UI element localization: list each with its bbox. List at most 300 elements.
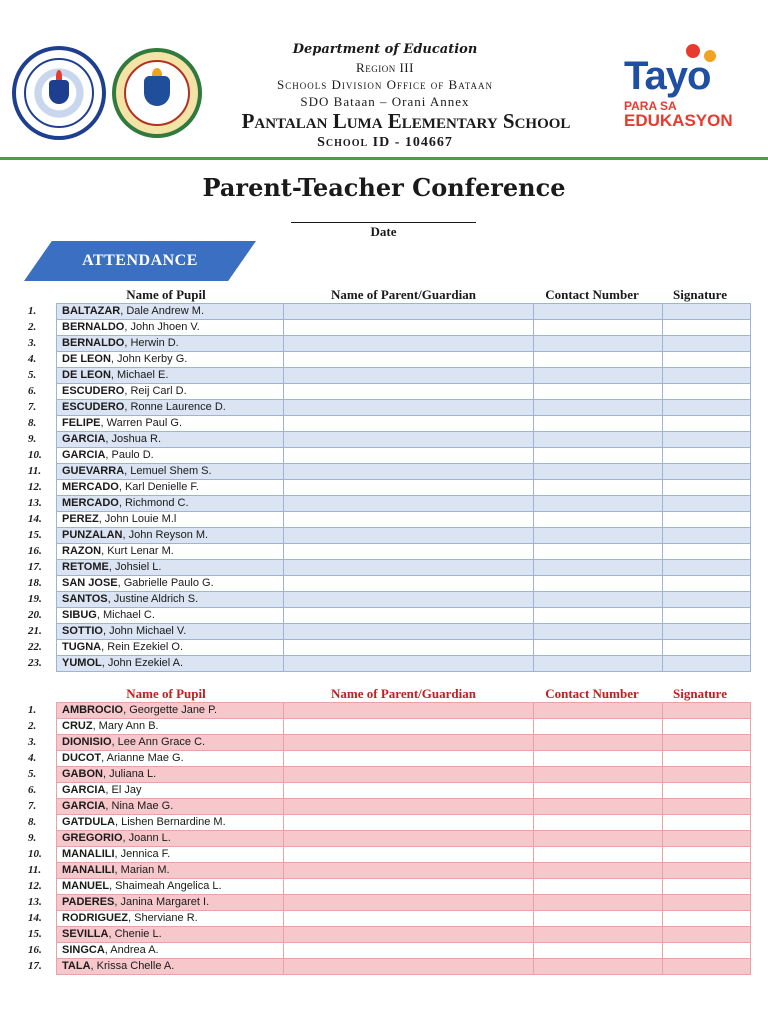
- row-number: 23.: [28, 657, 42, 669]
- row-number: 14.: [28, 912, 42, 924]
- pupil-last-name: CRUZ: [62, 720, 93, 732]
- pupil-last-name: GARCIA: [62, 800, 106, 812]
- signature-cell[interactable]: [663, 400, 751, 416]
- pupil-first-name: , Justine Aldrich S.: [107, 593, 199, 605]
- contact-number-cell[interactable]: [534, 368, 663, 384]
- pupil-name-cell: [57, 767, 284, 783]
- pupil-name-cell: [57, 320, 284, 336]
- table-row: [24, 783, 751, 799]
- signature-cell[interactable]: [663, 528, 751, 544]
- table-row: [24, 304, 751, 320]
- row-number: 4.: [28, 353, 37, 365]
- signature-cell[interactable]: [663, 847, 751, 863]
- parent-name-cell[interactable]: [284, 783, 534, 799]
- signature-cell[interactable]: [663, 799, 751, 815]
- contact-number-cell[interactable]: [534, 735, 663, 751]
- table-row: [24, 464, 751, 480]
- table-row: [24, 847, 751, 863]
- pupil-last-name: GUEVARRA: [62, 465, 125, 477]
- signature-cell[interactable]: [663, 432, 751, 448]
- signature-cell[interactable]: [663, 464, 751, 480]
- contact-number-cell[interactable]: [534, 911, 663, 927]
- col-header-contact-2: Contact Number: [545, 686, 639, 701]
- pupil-name-cell: [57, 624, 284, 640]
- pupil-last-name: RAZON: [62, 545, 102, 557]
- signature-cell[interactable]: [663, 943, 751, 959]
- row-number: 22.: [28, 641, 42, 653]
- pupil-name-cell: [57, 528, 284, 544]
- signature-cell[interactable]: [663, 927, 751, 943]
- pupil-name-cell: [57, 943, 284, 959]
- parent-name-cell[interactable]: [284, 320, 534, 336]
- table-row: [24, 815, 751, 831]
- division-name: Schools Division Office of Bataan: [277, 77, 493, 92]
- table-row: [24, 320, 751, 336]
- table-row: [24, 448, 751, 464]
- table-row: [24, 895, 751, 911]
- row-number: 16.: [28, 545, 42, 557]
- pupil-last-name: TALA: [62, 960, 91, 972]
- parent-name-cell[interactable]: [284, 464, 534, 480]
- parent-name-cell[interactable]: [284, 560, 534, 576]
- signature-cell[interactable]: [663, 815, 751, 831]
- parent-name-cell[interactable]: [284, 496, 534, 512]
- pupil-first-name: , Krissa Chelle A.: [90, 960, 175, 972]
- pupil-first-name: , Paulo D.: [105, 449, 154, 461]
- pupil-last-name: YUMOL: [62, 657, 102, 669]
- contact-number-cell[interactable]: [534, 831, 663, 847]
- pupil-first-name: , John Ezekiel A.: [101, 657, 184, 669]
- table-row: [24, 911, 751, 927]
- pupil-last-name: RETOME: [62, 561, 109, 573]
- parent-name-cell[interactable]: [284, 656, 534, 672]
- contact-number-cell[interactable]: [534, 927, 663, 943]
- row-number: 16.: [28, 944, 42, 956]
- contact-number-cell[interactable]: [534, 879, 663, 895]
- pupil-last-name: MANUEL: [62, 880, 110, 892]
- contact-number-cell[interactable]: [534, 799, 663, 815]
- contact-number-cell[interactable]: [534, 512, 663, 528]
- contact-number-cell[interactable]: [534, 959, 663, 975]
- parent-name-cell[interactable]: [284, 448, 534, 464]
- table-row: [24, 416, 751, 432]
- contact-number-cell[interactable]: [534, 432, 663, 448]
- table-row: [24, 560, 751, 576]
- signature-cell[interactable]: [663, 480, 751, 496]
- col-header-signature: Signature: [673, 287, 727, 302]
- parent-name-cell[interactable]: [284, 592, 534, 608]
- contact-number-cell[interactable]: [534, 416, 663, 432]
- pupil-first-name: , Joann L.: [122, 832, 171, 844]
- tayo-para: PARA SA: [624, 99, 677, 113]
- pupil-first-name: , Gabrielle Paulo G.: [117, 577, 214, 589]
- table-row: [24, 719, 751, 735]
- table-row: [24, 608, 751, 624]
- contact-number-cell[interactable]: [534, 783, 663, 799]
- row-number: 6.: [28, 385, 37, 397]
- pupil-last-name: SANTOS: [62, 593, 108, 605]
- parent-name-cell[interactable]: [284, 799, 534, 815]
- row-number: 7.: [28, 401, 37, 413]
- tayo-edukasyon-logo: [618, 44, 748, 134]
- pupil-name-cell: [57, 959, 284, 975]
- pupil-name-cell: [57, 304, 284, 320]
- table-row: [24, 656, 751, 672]
- pupil-first-name: , Chenie L.: [108, 928, 162, 940]
- row-number: 17.: [28, 960, 42, 972]
- pupil-last-name: GATDULA: [62, 816, 115, 828]
- pupil-last-name: GARCIA: [62, 784, 106, 796]
- header-divider: [0, 157, 768, 160]
- pupil-first-name: , Lishen Bernardine M.: [114, 816, 226, 828]
- pupil-last-name: GREGORIO: [62, 832, 123, 844]
- row-number: 7.: [28, 800, 37, 812]
- pupil-last-name: SIBUG: [62, 609, 97, 621]
- pupil-first-name: , Arianne Mae G.: [101, 752, 184, 764]
- pupil-first-name: , Marian M.: [114, 864, 170, 876]
- pupil-name-cell: [57, 703, 284, 719]
- col-header-pupil-2: Name of Pupil: [126, 686, 206, 701]
- pupil-first-name: , Richmond C.: [118, 497, 189, 509]
- col-header-contact: Contact Number: [545, 287, 639, 302]
- pupil-first-name: , Michael E.: [110, 369, 169, 381]
- pupil-first-name: , Kurt Lenar M.: [101, 545, 174, 557]
- table-row: [24, 496, 751, 512]
- parent-name-cell[interactable]: [284, 480, 534, 496]
- pupil-first-name: , John Jhoen V.: [124, 321, 200, 333]
- contact-number-cell[interactable]: [534, 703, 663, 719]
- parent-name-cell[interactable]: [284, 719, 534, 735]
- pupil-last-name: DUCOT: [62, 752, 102, 764]
- pupil-name-cell: [57, 496, 284, 512]
- signature-cell[interactable]: [663, 592, 751, 608]
- signature-cell[interactable]: [663, 656, 751, 672]
- table-row: [24, 400, 751, 416]
- row-number: 18.: [28, 577, 42, 589]
- pupil-last-name: RODRIGUEZ: [62, 912, 128, 924]
- pupil-name-cell: [57, 847, 284, 863]
- pupil-last-name: MANALILI: [62, 864, 115, 876]
- parent-name-cell[interactable]: [284, 528, 534, 544]
- pupil-first-name: , John Michael V.: [102, 625, 187, 637]
- contact-number-cell[interactable]: [534, 656, 663, 672]
- signature-cell[interactable]: [663, 735, 751, 751]
- parent-name-cell[interactable]: [284, 767, 534, 783]
- pupil-first-name: , Rein Ezekiel O.: [101, 641, 184, 653]
- signature-cell[interactable]: [663, 719, 751, 735]
- pupil-last-name: GARCIA: [62, 449, 106, 461]
- contact-number-cell[interactable]: [534, 624, 663, 640]
- pupil-name-cell: [57, 911, 284, 927]
- parent-name-cell[interactable]: [284, 336, 534, 352]
- deped-seal-logo: [12, 46, 106, 140]
- parent-name-cell[interactable]: [284, 879, 534, 895]
- contact-number-cell[interactable]: [534, 544, 663, 560]
- sdo-name: SDO Bataan – Orani Annex: [300, 94, 470, 109]
- pupil-name-cell: [57, 336, 284, 352]
- contact-number-cell[interactable]: [534, 528, 663, 544]
- signature-cell[interactable]: [663, 368, 751, 384]
- contact-number-cell[interactable]: [534, 767, 663, 783]
- signature-cell[interactable]: [663, 911, 751, 927]
- table-row: [24, 703, 751, 719]
- parent-name-cell[interactable]: [284, 831, 534, 847]
- pupil-last-name: ESCUDERO: [62, 401, 125, 413]
- pupil-last-name: DIONISIO: [62, 736, 112, 748]
- parent-name-cell[interactable]: [284, 512, 534, 528]
- parent-name-cell[interactable]: [284, 400, 534, 416]
- signature-cell[interactable]: [663, 831, 751, 847]
- date-field-line[interactable]: [291, 222, 476, 223]
- contact-number-cell[interactable]: [534, 815, 663, 831]
- contact-number-cell[interactable]: [534, 496, 663, 512]
- parent-name-cell[interactable]: [284, 608, 534, 624]
- table-row: [24, 480, 751, 496]
- signature-cell[interactable]: [663, 576, 751, 592]
- pupil-name-cell: [57, 608, 284, 624]
- pupil-name-cell: [57, 927, 284, 943]
- signature-cell[interactable]: [663, 767, 751, 783]
- parent-name-cell[interactable]: [284, 640, 534, 656]
- contact-number-cell[interactable]: [534, 719, 663, 735]
- row-number: 19.: [28, 593, 42, 605]
- parent-name-cell[interactable]: [284, 735, 534, 751]
- row-number: 15.: [28, 928, 42, 940]
- row-number: 10.: [28, 449, 42, 461]
- table-row: [24, 528, 751, 544]
- pupil-last-name: GARCIA: [62, 433, 106, 445]
- school-name: Pantalan Luma Elementary School: [241, 109, 571, 133]
- row-number: 20.: [28, 609, 42, 621]
- pupil-first-name: , John Reyson M.: [122, 529, 209, 541]
- signature-cell[interactable]: [663, 336, 751, 352]
- contact-number-cell[interactable]: [534, 863, 663, 879]
- table-row: [24, 352, 751, 368]
- school-seal-logo: [112, 48, 202, 138]
- contact-number-cell[interactable]: [534, 480, 663, 496]
- table-row: [24, 879, 751, 895]
- parent-name-cell[interactable]: [284, 815, 534, 831]
- pupil-first-name: , Warren Paul G.: [100, 417, 183, 429]
- signature-cell[interactable]: [663, 416, 751, 432]
- signature-cell[interactable]: [663, 751, 751, 767]
- contact-number-cell[interactable]: [534, 943, 663, 959]
- pupil-name-cell: [57, 719, 284, 735]
- contact-number-cell[interactable]: [534, 560, 663, 576]
- signature-cell[interactable]: [663, 384, 751, 400]
- pupil-last-name: MERCADO: [62, 497, 119, 509]
- contact-number-cell[interactable]: [534, 304, 663, 320]
- signature-cell[interactable]: [663, 608, 751, 624]
- parent-name-cell[interactable]: [284, 927, 534, 943]
- school-id: School ID - 104667: [317, 135, 453, 150]
- parent-name-cell[interactable]: [284, 432, 534, 448]
- pupil-name-cell: [57, 879, 284, 895]
- contact-number-cell[interactable]: [534, 895, 663, 911]
- pupil-first-name: , Shaimeah Angelica L.: [109, 880, 222, 892]
- signature-cell[interactable]: [663, 783, 751, 799]
- row-number: 8.: [28, 816, 37, 828]
- parent-name-cell[interactable]: [284, 911, 534, 927]
- table-row: [24, 336, 751, 352]
- department-name: Department of Education: [292, 42, 478, 57]
- pupil-name-cell: [57, 512, 284, 528]
- table-row: [24, 863, 751, 879]
- table-row: [24, 576, 751, 592]
- parent-name-cell[interactable]: [284, 895, 534, 911]
- table-row: [24, 927, 751, 943]
- pupil-last-name: SINGCA: [62, 944, 105, 956]
- pupil-name-cell: [57, 799, 284, 815]
- contact-number-cell[interactable]: [534, 448, 663, 464]
- contact-number-cell[interactable]: [534, 847, 663, 863]
- parent-name-cell[interactable]: [284, 368, 534, 384]
- pupil-name-cell: [57, 464, 284, 480]
- signature-cell[interactable]: [663, 895, 751, 911]
- signature-cell[interactable]: [663, 624, 751, 640]
- parent-name-cell[interactable]: [284, 304, 534, 320]
- pupil-last-name: BALTAZAR: [62, 305, 121, 317]
- pupil-first-name: , Lemuel Shem S.: [124, 465, 212, 477]
- row-number: 17.: [28, 561, 42, 573]
- pupil-name-cell: [57, 448, 284, 464]
- row-number: 3.: [28, 337, 37, 349]
- row-number: 10.: [28, 848, 42, 860]
- pupil-name-cell: [57, 815, 284, 831]
- signature-cell[interactable]: [663, 448, 751, 464]
- parent-name-cell[interactable]: [284, 959, 534, 975]
- pupil-last-name: FELIPE: [62, 417, 101, 429]
- contact-number-cell[interactable]: [534, 352, 663, 368]
- attendance-banner-label: ATTENDANCE: [82, 252, 198, 269]
- parent-name-cell[interactable]: [284, 863, 534, 879]
- pupil-name-cell: [57, 783, 284, 799]
- pupil-last-name: ESCUDERO: [62, 385, 125, 397]
- attendance-table-girls: [24, 702, 751, 975]
- deped-shield-icon: [49, 80, 69, 104]
- signature-cell[interactable]: [663, 879, 751, 895]
- signature-cell[interactable]: [663, 320, 751, 336]
- signature-cell[interactable]: [663, 703, 751, 719]
- contact-number-cell[interactable]: [534, 320, 663, 336]
- pupil-name-cell: [57, 560, 284, 576]
- parent-name-cell[interactable]: [284, 352, 534, 368]
- contact-number-cell[interactable]: [534, 464, 663, 480]
- row-number: 9.: [28, 832, 37, 844]
- row-number: 12.: [28, 880, 42, 892]
- pupil-name-cell: [57, 640, 284, 656]
- signature-cell[interactable]: [663, 496, 751, 512]
- tayo-edu: EDUKASYON: [624, 111, 733, 130]
- table-row: [24, 943, 751, 959]
- signature-cell[interactable]: [663, 304, 751, 320]
- contact-number-cell[interactable]: [534, 336, 663, 352]
- pupil-name-cell: [57, 432, 284, 448]
- signature-cell[interactable]: [663, 352, 751, 368]
- pupil-last-name: PADERES: [62, 896, 115, 908]
- contact-number-cell[interactable]: [534, 640, 663, 656]
- row-number: 9.: [28, 433, 37, 445]
- pupil-first-name: , John Kerby G.: [110, 353, 188, 365]
- pupil-first-name: , John Louie M.l: [98, 513, 177, 525]
- parent-name-cell[interactable]: [284, 751, 534, 767]
- parent-name-cell[interactable]: [284, 544, 534, 560]
- table-row: [24, 624, 751, 640]
- parent-name-cell[interactable]: [284, 416, 534, 432]
- pupil-first-name: , Nina Mae G.: [105, 800, 174, 812]
- contact-number-cell[interactable]: [534, 592, 663, 608]
- pupil-name-cell: [57, 480, 284, 496]
- parent-name-cell[interactable]: [284, 384, 534, 400]
- pupil-last-name: AMBROCIO: [62, 704, 124, 716]
- table-row: [24, 368, 751, 384]
- attendance-table-boys: [24, 303, 751, 672]
- region-name: Region III: [356, 60, 414, 75]
- pupil-last-name: GABON: [62, 768, 103, 780]
- table-row: [24, 831, 751, 847]
- row-number: 1.: [28, 305, 37, 317]
- pupil-first-name: , Karl Denielle F.: [118, 481, 199, 493]
- pupil-last-name: SEVILLA: [62, 928, 109, 940]
- pupil-name-cell: [57, 863, 284, 879]
- signature-cell[interactable]: [663, 560, 751, 576]
- pupil-last-name: DE LEON: [62, 369, 111, 381]
- row-number: 1.: [28, 704, 37, 716]
- signature-cell[interactable]: [663, 863, 751, 879]
- pupil-name-cell: [57, 895, 284, 911]
- pupil-name-cell: [57, 544, 284, 560]
- signature-cell[interactable]: [663, 512, 751, 528]
- contact-number-cell[interactable]: [534, 384, 663, 400]
- signature-cell[interactable]: [663, 640, 751, 656]
- row-number: 14.: [28, 513, 42, 525]
- parent-name-cell[interactable]: [284, 576, 534, 592]
- pupil-first-name: , Juliana L.: [102, 768, 157, 780]
- pupil-last-name: BERNALDO: [62, 321, 125, 333]
- col-header-parent-2: Name of Parent/Guardian: [331, 686, 476, 701]
- table-row: [24, 735, 751, 751]
- col-header-parent: Name of Parent/Guardian: [331, 287, 476, 302]
- signature-cell[interactable]: [663, 959, 751, 975]
- parent-name-cell[interactable]: [284, 703, 534, 719]
- col-header-pupil: Name of Pupil: [126, 287, 206, 302]
- school-shield-icon: [144, 76, 170, 106]
- parent-name-cell[interactable]: [284, 847, 534, 863]
- pupil-first-name: , Andrea A.: [104, 944, 159, 956]
- pupil-first-name: , Ronne Laurence D.: [124, 401, 226, 413]
- contact-number-cell[interactable]: [534, 608, 663, 624]
- row-number: 6.: [28, 784, 37, 796]
- pupil-first-name: , Lee Ann Grace C.: [111, 736, 206, 748]
- row-number: 5.: [28, 768, 37, 780]
- row-number: 11.: [28, 465, 42, 477]
- pupil-last-name: SOTTIO: [62, 625, 103, 637]
- parent-name-cell[interactable]: [284, 943, 534, 959]
- pupil-first-name: , Georgette Jane P.: [123, 704, 218, 716]
- signature-cell[interactable]: [663, 544, 751, 560]
- contact-number-cell[interactable]: [534, 751, 663, 767]
- row-number: 13.: [28, 497, 42, 509]
- row-number: 3.: [28, 736, 37, 748]
- parent-name-cell[interactable]: [284, 624, 534, 640]
- table-row: [24, 767, 751, 783]
- table-row: [24, 544, 751, 560]
- pupil-first-name: , Reij Carl D.: [124, 385, 187, 397]
- contact-number-cell[interactable]: [534, 576, 663, 592]
- pupil-first-name: , Herwin D.: [124, 337, 179, 349]
- contact-number-cell[interactable]: [534, 400, 663, 416]
- date-label: Date: [370, 224, 397, 239]
